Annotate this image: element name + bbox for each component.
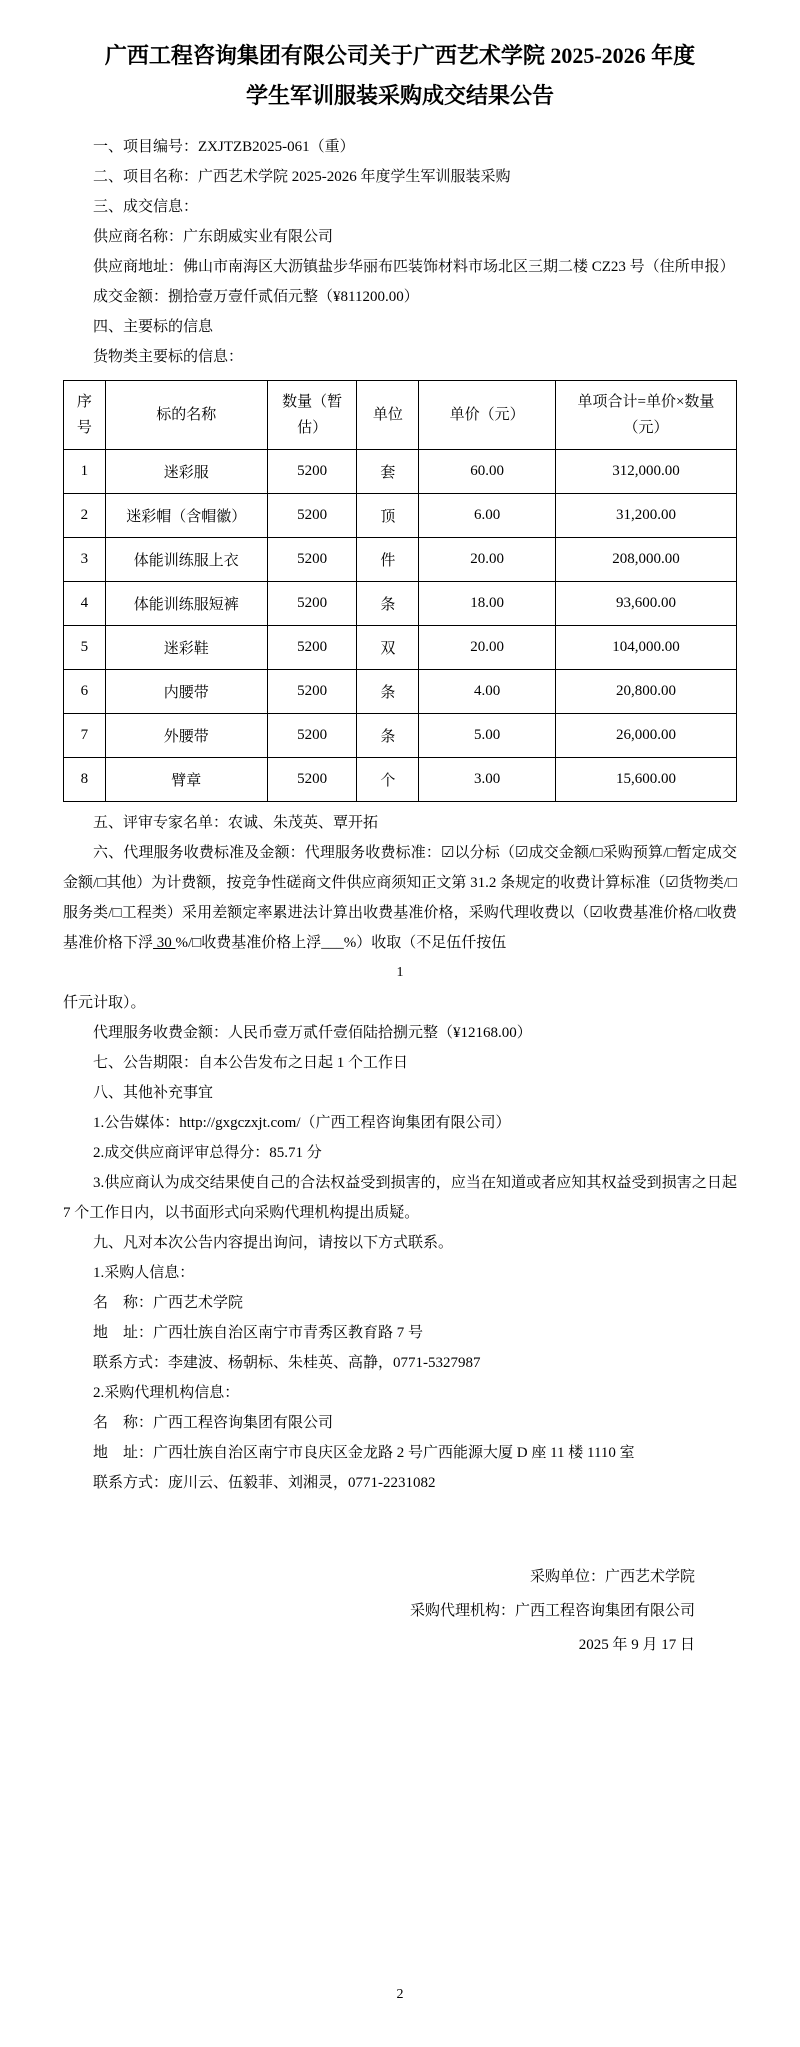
signature-date: 2025 年 9 月 17 日 bbox=[578, 1637, 695, 1653]
cell-name: 外腰带 bbox=[105, 714, 267, 758]
score-para: 2.成交供应商评审总得分：85.71 分 bbox=[93, 1145, 322, 1161]
agency-name-para: 名 称：广西工程咨询集团有限公司 bbox=[93, 1415, 334, 1431]
fee-text-1: 六、代理服务收费标准及金额：代理服务收费标准：☑以分标（☑成交金额/□采购预算/□暂定成交金额/□其他）为计费额，按竞争性磋商文件供应商须知正文第 31.2 条规定的收费计算标准（☑货物类/□服务类/□工程类）采用差额定率累进法计算出收费基准价格，采购代理收费以（☑收费基准价格/□收费基准价格下浮 bbox=[63, 845, 737, 951]
agency-contact-para: 联系方式：庞川云、伍毅菲、刘湘灵，0771-2231082 bbox=[93, 1475, 436, 1491]
goods-table bbox=[63, 380, 737, 802]
project-name-para: 二、项目名称：广西艺术学院 2025-2026 年度学生军训服装采购 bbox=[93, 169, 511, 185]
cell-unit: 套 bbox=[357, 450, 419, 494]
header-total: 单项合计=单价×数量（元） bbox=[555, 381, 736, 450]
cell-name: 体能训练服短裤 bbox=[105, 582, 267, 626]
cell-name: 臂章 bbox=[105, 758, 267, 802]
header-name: 标的名称 bbox=[105, 381, 267, 450]
main-subject-heading: 四、主要标的信息 bbox=[93, 319, 214, 335]
cell-seq: 7 bbox=[64, 714, 106, 758]
fee-blank-underline: ___ bbox=[321, 935, 344, 951]
table-row bbox=[64, 714, 737, 758]
cell-qty: 5200 bbox=[267, 582, 357, 626]
cell-total: 104,000.00 bbox=[555, 626, 736, 670]
cell-qty: 5200 bbox=[267, 670, 357, 714]
inline-page-number: 1 bbox=[396, 965, 404, 980]
cell-price: 6.00 bbox=[419, 494, 556, 538]
cell-seq: 3 bbox=[64, 538, 106, 582]
cell-price: 3.00 bbox=[419, 758, 556, 802]
table-row bbox=[64, 582, 737, 626]
fee-standard-para bbox=[63, 838, 737, 958]
signature-agency: 采购代理机构：广西工程咨询集团有限公司 bbox=[409, 1603, 695, 1619]
cell-unit: 件 bbox=[357, 538, 419, 582]
fee-text-3: %）收取（不足伍仟按伍 bbox=[343, 935, 507, 951]
fee-underline-30: 30 bbox=[153, 935, 176, 951]
cell-name: 体能训练服上衣 bbox=[105, 538, 267, 582]
page-number-footer: 2 bbox=[396, 1987, 404, 2002]
challenge-para: 3.供应商认为成交结果使自己的合法权益受到损害的，应当在知道或者应知其权益受到损害之日起 7 个工作日内，以书面形式向采购代理机构提出质疑。 bbox=[63, 1175, 737, 1221]
cell-name: 迷彩服 bbox=[105, 450, 267, 494]
cell-qty: 5200 bbox=[267, 494, 357, 538]
table-row bbox=[64, 450, 737, 494]
cell-total: 93,600.00 bbox=[555, 582, 736, 626]
media-para: 1.公告媒体：http://gxgczxjt.com/（广西工程咨询集团有限公司） bbox=[93, 1115, 511, 1131]
deal-info-heading: 三、成交信息： bbox=[93, 199, 199, 215]
cell-seq: 4 bbox=[64, 582, 106, 626]
cell-price: 60.00 bbox=[419, 450, 556, 494]
table-header-row bbox=[64, 381, 737, 450]
cell-qty: 5200 bbox=[267, 450, 357, 494]
cell-price: 18.00 bbox=[419, 582, 556, 626]
cell-unit: 条 bbox=[357, 582, 419, 626]
cell-qty: 5200 bbox=[267, 714, 357, 758]
cell-name: 内腰带 bbox=[105, 670, 267, 714]
cell-unit: 个 bbox=[357, 758, 419, 802]
cell-seq: 6 bbox=[64, 670, 106, 714]
cell-unit: 条 bbox=[357, 670, 419, 714]
cell-total: 20,800.00 bbox=[555, 670, 736, 714]
goods-note-para: 货物类主要标的信息： bbox=[93, 349, 244, 365]
cell-total: 312,000.00 bbox=[555, 450, 736, 494]
document-title bbox=[63, 36, 737, 116]
fee-text-2: %/□收费基准价格上浮 bbox=[175, 935, 322, 951]
title-line-1: 广西工程咨询集团有限公司关于广西艺术学院 2025-2026 年度 bbox=[104, 43, 696, 68]
agency-fee-para: 代理服务收费金额：人民币壹万贰仟壹佰陆拾捌元整（¥12168.00） bbox=[93, 1025, 532, 1041]
agency-address-para: 地 址：广西壮族自治区南宁市良庆区金龙路 2 号广西能源大厦 D 座 11 楼 1110 室 bbox=[93, 1445, 635, 1461]
cell-unit: 条 bbox=[357, 714, 419, 758]
table-row bbox=[64, 626, 737, 670]
purchaser-contact-para: 联系方式：李建波、杨朝标、朱桂英、高静，0771-5327987 bbox=[93, 1355, 481, 1371]
supplier-address-para: 供应商地址：佛山市南海区大沥镇盐步华丽布匹装饰材料市场北区三期二楼 CZ23 号（住所申报） bbox=[93, 259, 735, 275]
purchaser-address-para: 地 址：广西壮族自治区南宁市青秀区教育路 7 号 bbox=[93, 1325, 424, 1341]
cell-price: 5.00 bbox=[419, 714, 556, 758]
project-number-para: 一、项目编号：ZXJTZB2025-061（重） bbox=[93, 139, 355, 155]
table-row bbox=[64, 670, 737, 714]
title-line-2: 学生军训服装采购成交结果公告 bbox=[245, 83, 554, 108]
notice-period-para: 七、公告期限：自本公告发布之日起 1 个工作日 bbox=[93, 1055, 409, 1071]
cell-qty: 5200 bbox=[267, 626, 357, 670]
supplier-name-para: 供应商名称：广东朗威实业有限公司 bbox=[93, 229, 334, 245]
header-price: 单价（元） bbox=[419, 381, 556, 450]
cell-total: 31,200.00 bbox=[555, 494, 736, 538]
purchaser-name-para: 名 称：广西艺术学院 bbox=[93, 1295, 244, 1311]
table-row bbox=[64, 494, 737, 538]
cell-name: 迷彩帽（含帽徽） bbox=[105, 494, 267, 538]
cell-price: 20.00 bbox=[419, 538, 556, 582]
cell-seq: 1 bbox=[64, 450, 106, 494]
other-matters-heading: 八、其他补充事宜 bbox=[93, 1085, 214, 1101]
table-row bbox=[64, 538, 737, 582]
deal-amount-para: 成交金额：捌拾壹万壹仟贰佰元整（¥811200.00） bbox=[93, 289, 419, 305]
cell-seq: 8 bbox=[64, 758, 106, 802]
cell-qty: 5200 bbox=[267, 538, 357, 582]
header-seq: 序号 bbox=[64, 381, 106, 450]
cell-name: 迷彩鞋 bbox=[105, 626, 267, 670]
contact-intro-para: 九、凡对本次公告内容提出询问，请按以下方式联系。 bbox=[93, 1235, 454, 1251]
purchaser-heading: 1.采购人信息： bbox=[93, 1265, 195, 1281]
cell-qty: 5200 bbox=[267, 758, 357, 802]
signature-purchaser: 采购单位：广西艺术学院 bbox=[529, 1569, 695, 1585]
signature-block bbox=[63, 1560, 737, 1662]
cell-seq: 2 bbox=[64, 494, 106, 538]
cell-unit: 顶 bbox=[357, 494, 419, 538]
cell-unit: 双 bbox=[357, 626, 419, 670]
header-qty: 数量（暂估） bbox=[267, 381, 357, 450]
header-unit: 单位 bbox=[357, 381, 419, 450]
cell-price: 4.00 bbox=[419, 670, 556, 714]
cell-total: 26,000.00 bbox=[555, 714, 736, 758]
cell-seq: 5 bbox=[64, 626, 106, 670]
cell-total: 208,000.00 bbox=[555, 538, 736, 582]
experts-para: 五、评审专家名单：农诚、朱茂英、覃开拓 bbox=[93, 815, 379, 831]
cell-total: 15,600.00 bbox=[555, 758, 736, 802]
table-row bbox=[64, 758, 737, 802]
fee-continuation-para: 仟元计取）。 bbox=[63, 995, 146, 1011]
cell-price: 20.00 bbox=[419, 626, 556, 670]
agency-heading: 2.采购代理机构信息： bbox=[93, 1385, 240, 1401]
